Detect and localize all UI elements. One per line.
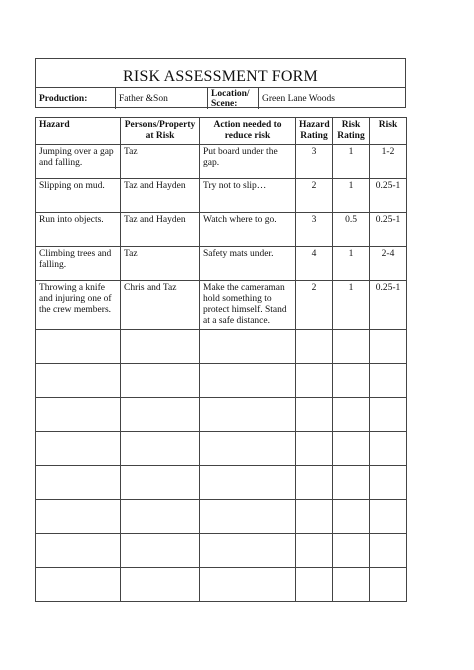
empty-table-row: [36, 330, 407, 364]
cell-hazard-rating: [296, 534, 333, 568]
empty-table-row: [36, 534, 407, 568]
cell-risk-rating: 0.5: [333, 213, 370, 247]
cell-hazard: [36, 500, 121, 534]
cell-hazard-rating: [296, 466, 333, 500]
cell-hazard: Throwing a knife and injuring one of the crew members.: [36, 281, 121, 330]
production-value: Father &Son: [116, 88, 208, 109]
cell-risk-rating: [333, 568, 370, 602]
header-hazard: Hazard: [36, 118, 121, 145]
cell-risk: 2-4: [370, 247, 407, 281]
cell-persons: Taz: [121, 145, 200, 179]
cell-persons: [121, 466, 200, 500]
cell-persons: Taz: [121, 247, 200, 281]
cell-hazard-rating: 2: [296, 281, 333, 330]
cell-persons: [121, 534, 200, 568]
cell-action: Try not to slip…: [200, 179, 296, 213]
cell-risk-rating: [333, 432, 370, 466]
cell-risk-rating: [333, 466, 370, 500]
cell-risk-rating: 1: [333, 247, 370, 281]
production-label: Production:: [36, 88, 116, 109]
header-risk-rating: Risk Rating: [333, 118, 370, 145]
cell-hazard-rating: [296, 432, 333, 466]
cell-risk: [370, 534, 407, 568]
empty-table-row: [36, 364, 407, 398]
cell-hazard-rating: 3: [296, 145, 333, 179]
cell-action: Make the cameraman hold something to protect himself. Stand at a safe distance.: [200, 281, 296, 330]
header-action: Action needed to reduce risk: [200, 118, 296, 145]
header-hazard-rating: Hazard Rating: [296, 118, 333, 145]
table-header-row: [36, 118, 407, 145]
cell-action: [200, 534, 296, 568]
cell-hazard: Slipping on mud.: [36, 179, 121, 213]
location-label: Location/ Scene:: [208, 88, 259, 109]
cell-action: [200, 432, 296, 466]
cell-persons: [121, 398, 200, 432]
cell-persons: [121, 500, 200, 534]
cell-hazard-rating: 4: [296, 247, 333, 281]
cell-hazard-rating: [296, 398, 333, 432]
form-title: RISK ASSESSMENT FORM: [123, 68, 318, 85]
cell-risk-rating: 1: [333, 281, 370, 330]
cell-persons: Chris and Taz: [121, 281, 200, 330]
cell-persons: [121, 364, 200, 398]
cell-action: Put board under the gap.: [200, 145, 296, 179]
cell-risk-rating: 1: [333, 179, 370, 213]
cell-risk: 0.25-1: [370, 179, 407, 213]
cell-risk: [370, 432, 407, 466]
cell-hazard: [36, 568, 121, 602]
cell-hazard: Climbing trees and falling.: [36, 247, 121, 281]
empty-table-row: [36, 568, 407, 602]
header-persons: Persons/Property at Risk: [121, 118, 200, 145]
cell-hazard-rating: 2: [296, 179, 333, 213]
cell-risk: [370, 500, 407, 534]
cell-risk-rating: [333, 534, 370, 568]
cell-hazard: [36, 364, 121, 398]
empty-table-row: [36, 500, 407, 534]
cell-hazard-rating: [296, 330, 333, 364]
risk-table: [35, 117, 407, 602]
location-value: Green Lane Woods: [262, 93, 335, 104]
cell-action: Safety mats under.: [200, 247, 296, 281]
cell-hazard: [36, 466, 121, 500]
cell-risk: [370, 568, 407, 602]
cell-risk-rating: [333, 398, 370, 432]
cell-risk: 0.25-1: [370, 213, 407, 247]
cell-risk-rating: [333, 330, 370, 364]
table-row: [36, 247, 407, 281]
cell-action: [200, 330, 296, 364]
cell-risk: [370, 364, 407, 398]
cell-action: [200, 568, 296, 602]
cell-risk-rating: 1: [333, 145, 370, 179]
cell-hazard: [36, 330, 121, 364]
cell-action: [200, 500, 296, 534]
empty-table-row: [36, 398, 407, 432]
cell-hazard-rating: [296, 364, 333, 398]
cell-hazard-rating: 3: [296, 213, 333, 247]
cell-action: Watch where to go.: [200, 213, 296, 247]
table-row: [36, 281, 407, 330]
cell-risk-rating: [333, 500, 370, 534]
cell-action: [200, 364, 296, 398]
form-header: [35, 58, 406, 108]
cell-persons: [121, 568, 200, 602]
header-risk: Risk: [370, 118, 407, 145]
cell-risk: 0.25-1: [370, 281, 407, 330]
cell-action: [200, 398, 296, 432]
cell-risk-rating: [333, 364, 370, 398]
table-row: [36, 179, 407, 213]
cell-hazard: Jumping over a gap and falling.: [36, 145, 121, 179]
empty-table-row: [36, 432, 407, 466]
table-row: [36, 145, 407, 179]
cell-risk: [370, 466, 407, 500]
table-row: [36, 213, 407, 247]
cell-hazard-rating: [296, 568, 333, 602]
cell-hazard: [36, 534, 121, 568]
cell-hazard: [36, 398, 121, 432]
cell-hazard: Run into objects.: [36, 213, 121, 247]
cell-persons: Taz and Hayden: [121, 179, 200, 213]
cell-persons: [121, 432, 200, 466]
cell-risk: [370, 398, 407, 432]
production-info-row: [36, 87, 405, 109]
cell-hazard: [36, 432, 121, 466]
cell-persons: [121, 330, 200, 364]
empty-table-row: [36, 466, 407, 500]
cell-risk: [370, 330, 407, 364]
cell-risk: 1-2: [370, 145, 407, 179]
cell-persons: Taz and Hayden: [121, 213, 200, 247]
cell-hazard-rating: [296, 500, 333, 534]
cell-action: [200, 466, 296, 500]
